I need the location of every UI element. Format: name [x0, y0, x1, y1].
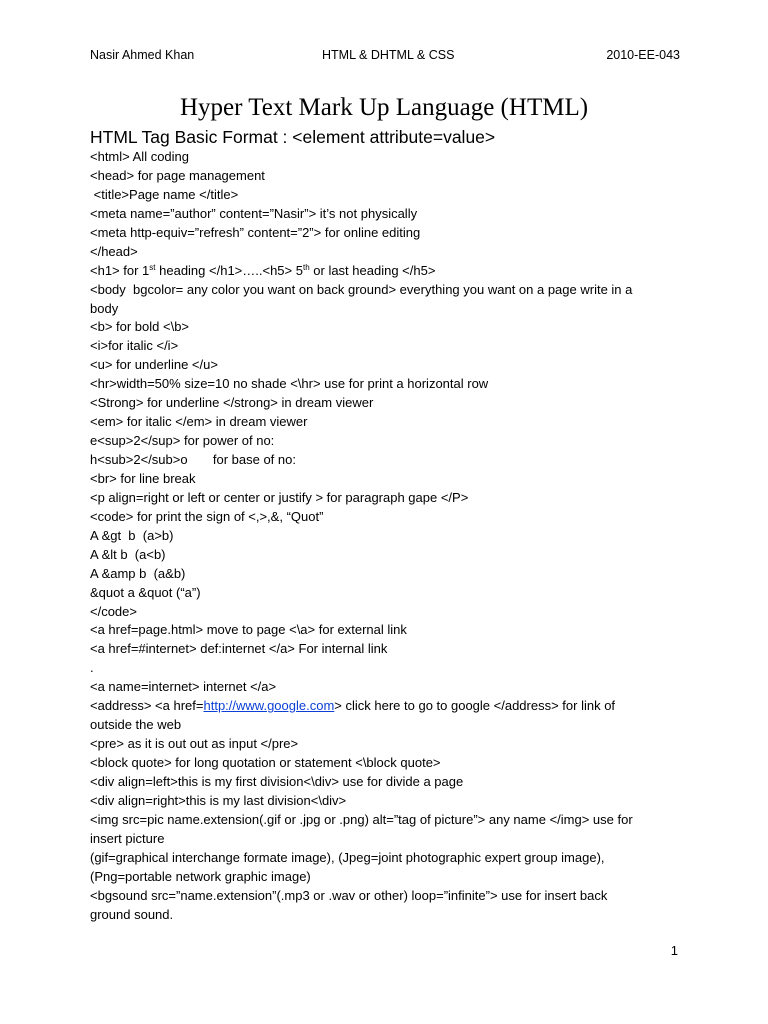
heading-part-3: or last heading </h5>	[309, 262, 436, 278]
page-number: 1	[670, 943, 678, 958]
text-line: <meta name=”author” content=”Nasir”> it’s not physically	[90, 205, 418, 221]
text-line: </code>	[90, 603, 137, 619]
heading-sup-1: st	[149, 262, 156, 272]
address-before: <address> <a href=	[90, 698, 204, 714]
text-line: <a href=#internet> def:internet </a> For internal link	[90, 641, 388, 657]
text-line: <body bgcolor= any color you want on back ground> everything you want on a page write in a	[90, 281, 633, 297]
text-line: <p align=right or left or center or justify > for paragraph gape </P>	[90, 489, 469, 505]
heading-sup-2: th	[302, 262, 310, 272]
text-line: <div align=left>this is my first division<\div> use for divide a page	[90, 773, 464, 789]
google-link[interactable]: http://www.google.com	[203, 698, 335, 714]
text-line: <html> All coding	[90, 149, 190, 164]
text-line: A &amp b (a&b)	[90, 565, 186, 581]
text-line: A &lt b (a<b)	[90, 546, 166, 562]
page-header	[90, 48, 680, 66]
text-line: <head> for page management	[90, 167, 265, 183]
text-line: <pre> as it is out out as input </pre>	[90, 736, 299, 752]
text-line: h<sub>2</sub>o for base of no:	[90, 452, 296, 467]
text-line: A &gt b (a>b)	[90, 527, 174, 543]
text-line: e<sup>2</sup> for power of no:	[90, 433, 275, 449]
text-line: <block quote> for long quotation or statement <\block quote>	[90, 755, 441, 770]
text-line: <div align=right>this is my last division<\div>	[90, 792, 347, 808]
document-title: Hyper Text Mark Up Language (HTML)	[179, 94, 589, 121]
text-line: </head>	[90, 243, 138, 259]
text-line: <b> for bold <\b>	[90, 319, 190, 335]
text-line: <meta http-equiv=”refresh” content=”2”> for online editing	[90, 224, 421, 240]
header-reg-no: 2010-EE-043	[606, 48, 680, 62]
header-author: Nasir Ahmed Khan	[90, 48, 195, 62]
text-line: <title>Page name </title>	[90, 186, 239, 202]
heading-tags-line	[90, 262, 680, 281]
text-line: <a href=page.html> move to page <\a> for external link	[90, 622, 407, 638]
document-subtitle: HTML Tag Basic Format : <element attribute=value>	[90, 127, 496, 147]
text-line: (gif=graphical interchange formate image), (Jpeg=joint photographic expert group image),	[90, 849, 605, 865]
text-line: <bgsound src=”name.extension”(.mp3 or .wav or other) loop=”infinite”> use for insert back	[90, 887, 608, 903]
address-after: > click here to go to google </address> for link of	[334, 698, 616, 714]
text-line: <hr>width=50% size=10 no shade <\hr> use for print a horizontal row	[90, 376, 489, 392]
document-body	[90, 148, 680, 924]
address-line	[90, 697, 680, 716]
text-line: <a name=internet> internet </a>	[90, 679, 277, 695]
text-line: .	[90, 660, 94, 676]
text-line: (Png=portable network graphic image)	[90, 868, 311, 884]
text-line: <u> for underline </u>	[90, 357, 218, 373]
text-line: <img src=pic name.extension(.gif or .jpg or .png) alt=”tag of picture”> any name </img> use for	[90, 811, 633, 827]
header-subject: HTML & DHTML & CSS	[322, 48, 455, 62]
heading-part-1: <h1> for 1	[90, 262, 150, 278]
text-line: &quot a &quot (“a”)	[90, 584, 201, 600]
text-line: outside the web	[90, 717, 182, 733]
text-line: <br> for line break	[90, 470, 196, 486]
text-line: <i>for italic </i>	[90, 338, 179, 354]
text-line: <Strong> for underline </strong> in dream viewer	[90, 395, 374, 411]
text-line: <code> for print the sign of <,>,&, “Quot”	[90, 508, 324, 524]
heading-part-2: heading </h1>…..<h5> 5	[155, 262, 303, 278]
text-line: <em> for italic </em> in dream viewer	[90, 414, 308, 430]
text-line: insert picture	[90, 830, 165, 846]
text-line: ground sound.	[90, 906, 174, 922]
text-line: body	[90, 300, 119, 316]
